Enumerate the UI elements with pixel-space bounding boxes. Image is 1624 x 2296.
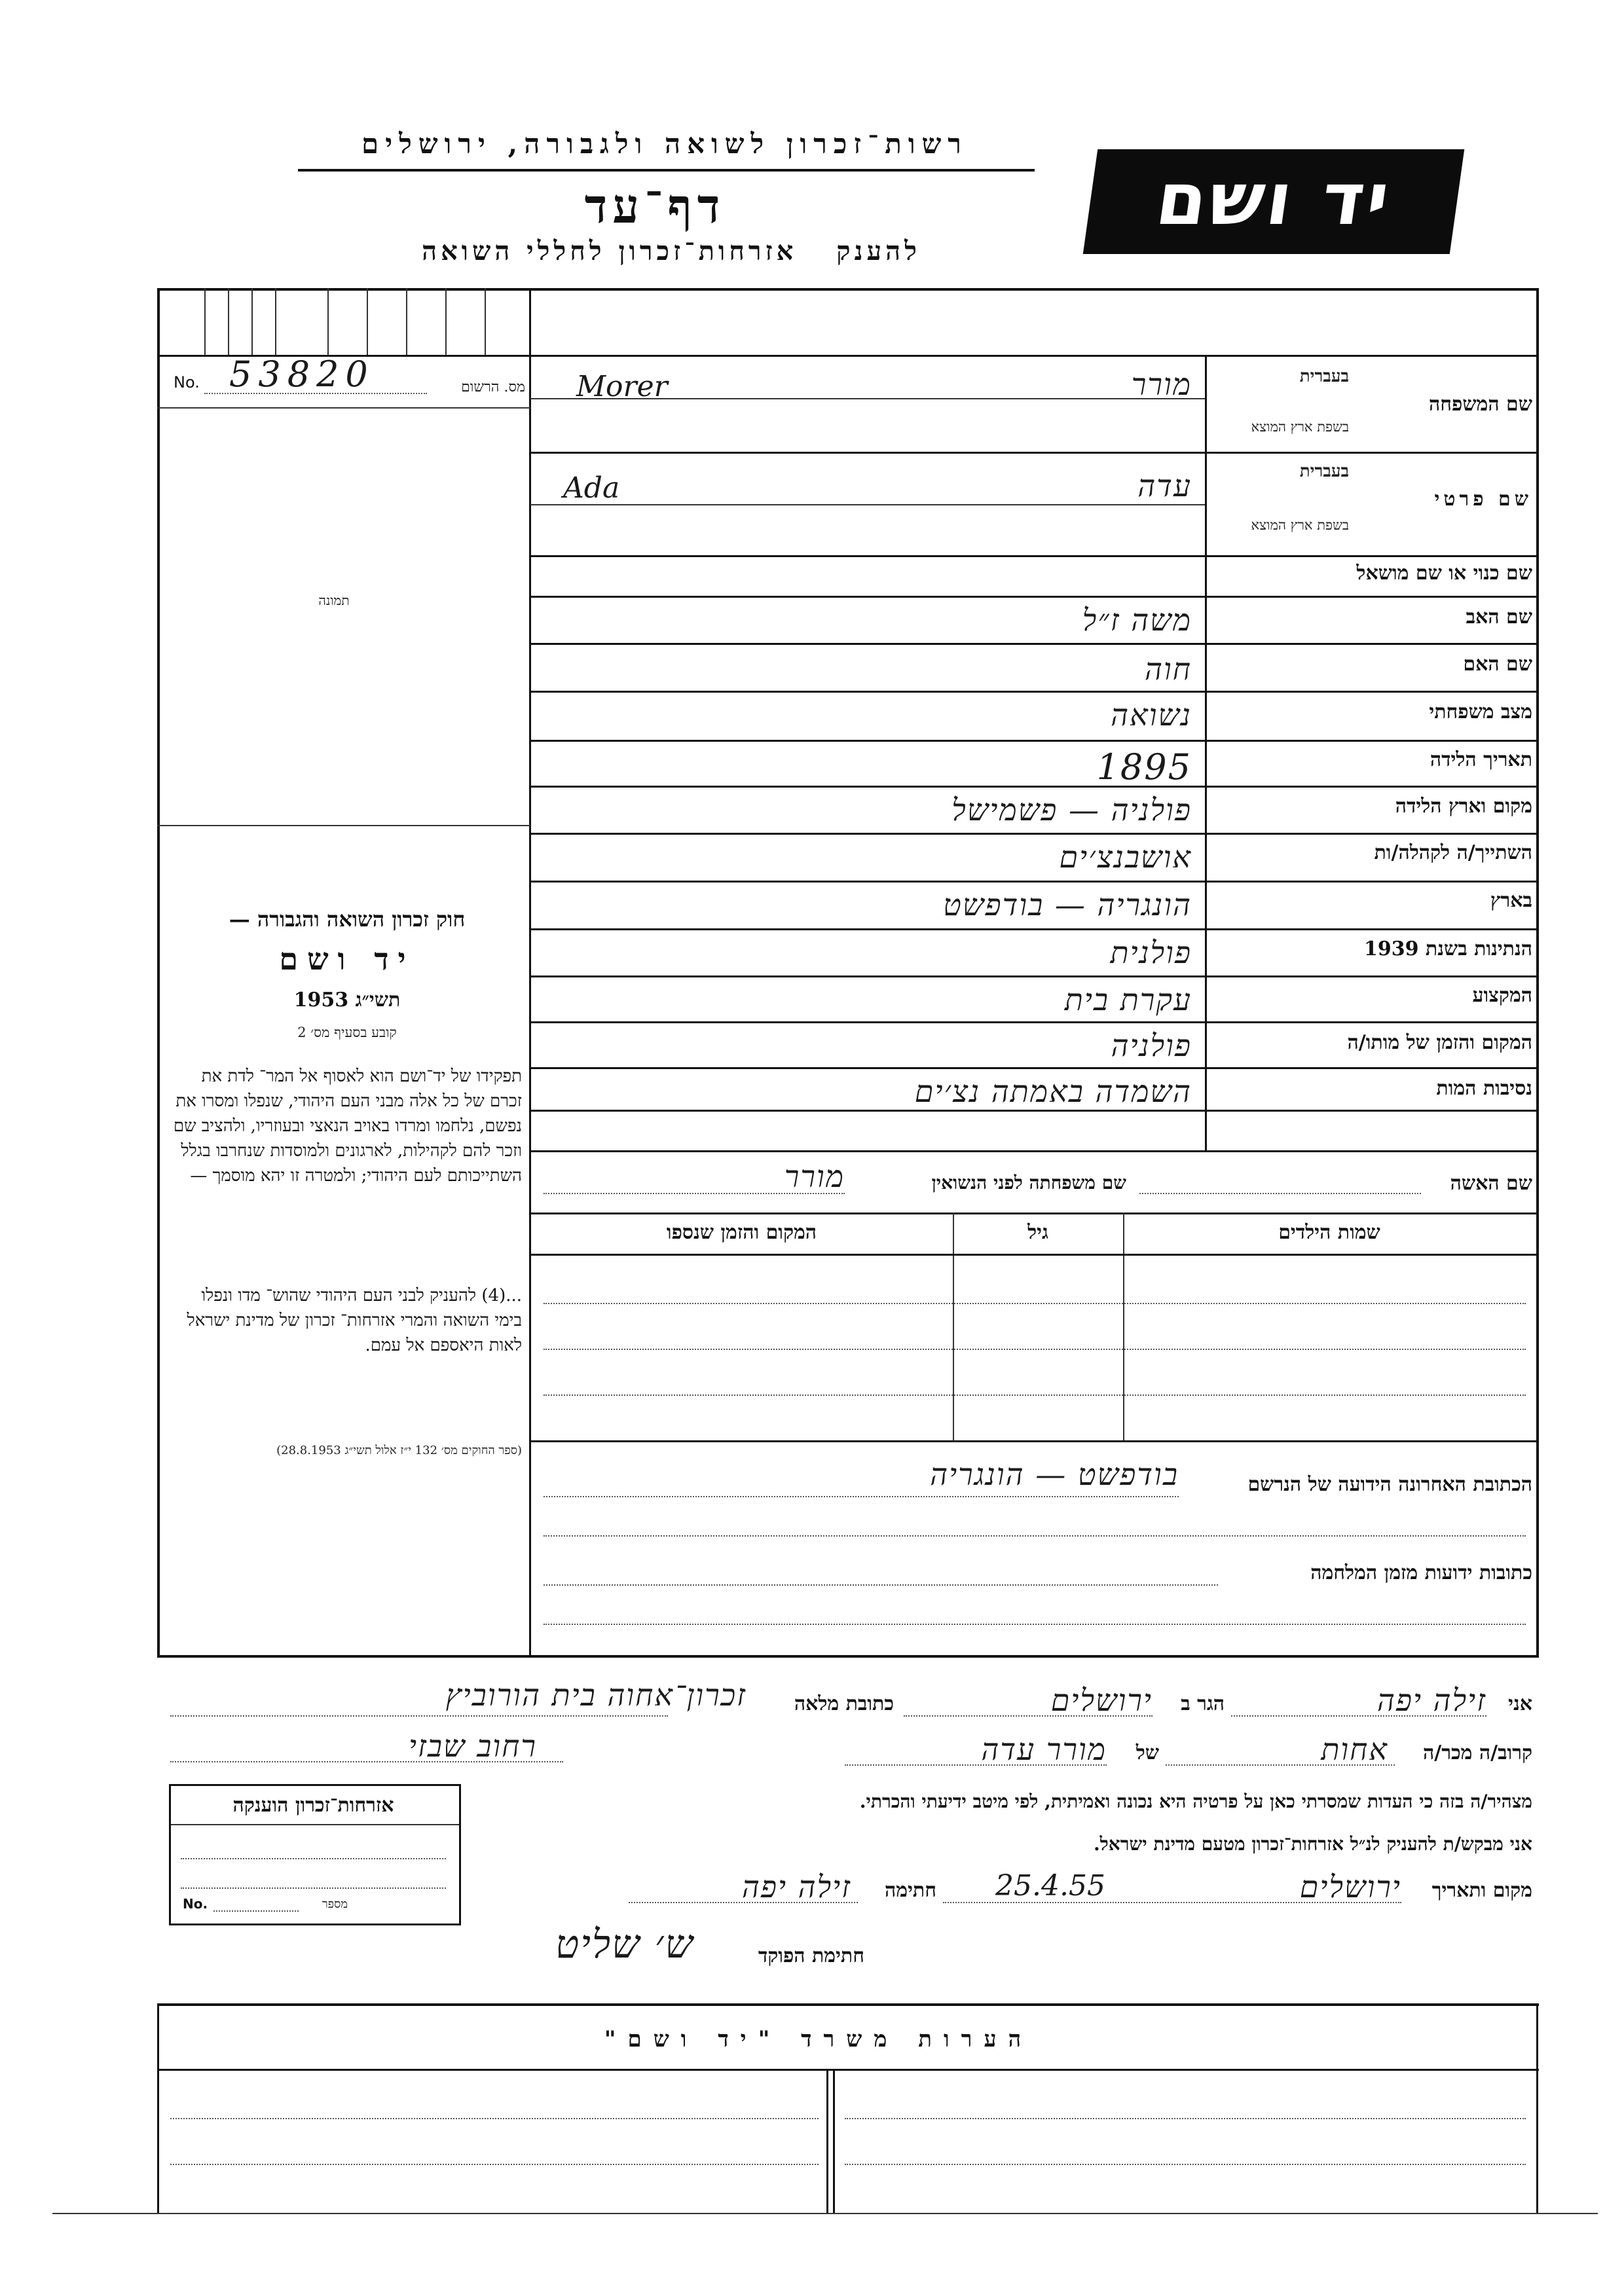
- children-row: [544, 1303, 1526, 1304]
- registration-no-label: No.: [174, 373, 200, 392]
- row-line: [530, 1021, 1538, 1023]
- last-address-label: הכתובת האחרונה הידועה של הנרשם: [1247, 1473, 1532, 1496]
- notes-center-divider: [826, 2069, 828, 2213]
- notes-row: [170, 2118, 819, 2119]
- row-line: [530, 555, 1538, 557]
- children-header-age: גיל: [1027, 1221, 1048, 1244]
- box-number-label: מספר: [322, 1897, 348, 1911]
- frame-bottom: [157, 1655, 1539, 1658]
- birth-date-label: תאריך הלידה: [1430, 748, 1532, 771]
- declarant-name: זילה יפה: [1376, 1683, 1486, 1718]
- wife-maiden-label: שם משפחתה לפני הנשואין: [931, 1172, 1126, 1194]
- death-cause-value: השמדה באמתה נצ׳ים: [914, 1074, 1192, 1109]
- frame-right: [1536, 288, 1539, 1656]
- notes-row: [845, 2118, 1526, 2119]
- last-address-value: בודפשט — הונגריה: [930, 1457, 1179, 1492]
- yad-vashem-logo: [1083, 149, 1464, 254]
- row-line: [530, 1110, 1538, 1112]
- box-no-label: No.: [183, 1896, 208, 1912]
- law-section: קובע בסעיף מס׳ 2: [297, 1025, 397, 1040]
- row-line: [530, 881, 1538, 883]
- profession-label: המקצוע: [1472, 984, 1532, 1007]
- row-line: [530, 452, 1538, 454]
- relative-label: קרוב/ה מכר/ה: [1423, 1741, 1532, 1764]
- law-name: יד ושם: [279, 941, 415, 977]
- page-bottom-line: [52, 2213, 1598, 2214]
- first-heb-line: [530, 504, 1205, 505]
- row-line: [530, 1150, 1538, 1152]
- officer-signature: ש׳ שליט: [555, 1922, 694, 1967]
- mother-label: שם האם: [1463, 653, 1532, 676]
- citizenship-label: הנתינות בשנת 1939: [1363, 938, 1532, 960]
- row-line: [530, 643, 1538, 645]
- declaration-text: מצהיר/ה בזה כי העדות שמסרתי כאן על פרטיה היא נכונה ואמיתית, לפי מיטב ידיעתי והכרתי.: [859, 1791, 1532, 1812]
- first-name-sub-heb: בעברית: [1299, 462, 1349, 481]
- declarant-i-label: אני: [1508, 1692, 1532, 1715]
- death-place-value: פולניה: [1111, 1028, 1192, 1063]
- box-no-dots: [213, 1910, 299, 1912]
- death-cause-label: נסיבות המות: [1436, 1077, 1532, 1100]
- children-bottom-line: [530, 1440, 1538, 1442]
- father-value: משה ז״ל: [1082, 602, 1192, 638]
- registration-line: [157, 407, 530, 409]
- row-line: [530, 833, 1538, 835]
- country-value: הונגריה — בודפשט: [943, 887, 1192, 922]
- notes-row: [170, 2164, 819, 2165]
- birth-place-value: פולניה — פשמישל: [951, 792, 1192, 828]
- family-name-label: שם המשפחה: [1428, 393, 1532, 416]
- marital-value: נשואה: [1111, 697, 1192, 733]
- notes-row: [845, 2164, 1526, 2165]
- request-text: אני מבקש/ת להעניק לנ״ל אזרחות־זכרון מטעם מדינת ישראל.: [1093, 1833, 1532, 1855]
- box-dots: [181, 1887, 446, 1889]
- document-subtitle: להענק אזרחות־זכרון לחללי השואה: [422, 236, 921, 266]
- grid-cell: [275, 288, 276, 355]
- photo-bottom-line: [157, 825, 530, 826]
- frame-left: [157, 288, 160, 1656]
- family-name-sub-orig: בשפת ארץ המוצא: [1251, 419, 1349, 435]
- photo-label: תמונה: [318, 592, 350, 608]
- row-line: [530, 596, 1538, 598]
- war-addresses-label: כתובות ידועות מזמן המלחמה: [1310, 1561, 1532, 1584]
- country-label: בארץ: [1490, 889, 1532, 912]
- declarant-address-dots-2: [170, 1761, 563, 1762]
- law-footnote: (ספר החוקים מס׳ 132 י״ז אלול תשי״ג 28.8.1953): [276, 1444, 522, 1457]
- registration-label: מס. הרשום: [461, 379, 525, 395]
- frame-top: [157, 288, 1539, 291]
- children-col-divider: [953, 1212, 954, 1442]
- children-header-line: [530, 1254, 1538, 1256]
- citizenship-granted-box: [169, 1784, 461, 1925]
- header-authority: רשות־זכרון לשואה ולגבורה, ירושלים: [361, 128, 968, 160]
- grid-cell: [445, 288, 447, 355]
- officer-signature-label: חתימת הפוקד: [758, 1944, 864, 1967]
- law-title: חוק זכרון השואה והגבורה —: [229, 907, 466, 932]
- family-name-heb-value: מורר: [1131, 367, 1192, 402]
- wife-row-line: [530, 1212, 1538, 1214]
- first-name-heb-value: עדה: [1137, 468, 1192, 503]
- law-text-citizenship: ...(4) להעניק לבני העם היהודי שהוש־ מדו ונפלו בימי השואה והמרי אזרחות־ זכרון של מדינת ישראל לאות היאספם אל עמם.: [187, 1286, 522, 1355]
- grid-cell: [204, 288, 206, 355]
- row-line: [530, 928, 1538, 930]
- family-name-sub-heb: בעברית: [1299, 367, 1349, 386]
- header-underline: [298, 169, 1035, 172]
- war-addresses-dots: [544, 1584, 1218, 1586]
- grid-cell: [485, 288, 486, 355]
- citizenship-granted-title: אזרחות־זכרון הוענקה: [232, 1794, 394, 1817]
- wife-label: שם האשה: [1450, 1172, 1532, 1195]
- registration-number: 53820: [229, 354, 375, 395]
- relation-value: אחות: [1321, 1732, 1388, 1767]
- relative-of-label: של: [1135, 1741, 1159, 1764]
- label-column-divider: [1205, 355, 1207, 1150]
- children-header-names: שמות הילדים: [1278, 1221, 1380, 1244]
- grid-cell: [251, 288, 253, 355]
- office-notes-title: הערות משרד "יד ושם": [604, 2026, 1033, 2052]
- declarant-signature: זילה יפה: [741, 1869, 851, 1904]
- document-title: דף־עד: [584, 178, 726, 234]
- birth-place-label: מקום וארץ הלידה: [1395, 795, 1532, 818]
- children-row: [544, 1394, 1526, 1396]
- declarant-city: ירושלים: [1050, 1683, 1153, 1718]
- declarant-address: זכרון־אחוה בית הורוביץ: [445, 1677, 747, 1713]
- first-name-label: שם פרטי: [1434, 488, 1532, 511]
- community-label: השתייך/ה לקהלה/ות: [1374, 841, 1532, 864]
- children-col-divider: [1123, 1212, 1124, 1442]
- nickname-label: שם כנוי או שם מושאל: [1356, 562, 1532, 585]
- father-label: שם האב: [1466, 606, 1532, 629]
- declarant-address-dots: [170, 1715, 668, 1717]
- notes-header-line: [157, 2069, 1539, 2071]
- grid-cell: [367, 288, 368, 355]
- children-header-place: המקום והזמן שנספו: [666, 1221, 817, 1244]
- mother-value: חוה: [1145, 651, 1192, 687]
- row-line: [530, 1067, 1538, 1069]
- logo-text: יד ושם: [1151, 157, 1397, 241]
- citizenship-value: פולנית: [1110, 935, 1192, 970]
- marital-label: מצב משפחתי: [1429, 701, 1532, 723]
- place-value: ירושלים: [1299, 1869, 1401, 1904]
- community-value: אושבנצ׳ים: [1059, 839, 1192, 875]
- box-line: [171, 1824, 459, 1825]
- family-name-latin-value: Morer: [576, 370, 668, 403]
- death-place-label: המקום והזמן של מותו/ה: [1347, 1031, 1532, 1054]
- notes-left-border: [157, 2003, 159, 2213]
- grid-cell: [228, 288, 229, 355]
- left-column-divider: [529, 288, 531, 1655]
- notes-center-divider-2: [833, 2069, 835, 2213]
- wife-dots: [1139, 1193, 1421, 1194]
- grid-cell: [327, 288, 329, 355]
- relative-of-name: מורר עדה: [981, 1732, 1107, 1767]
- birth-date-value: 1895: [1096, 746, 1192, 788]
- row-line: [530, 691, 1538, 693]
- notes-top-line: [157, 2003, 1539, 2006]
- place-date-label: מקום ותאריך: [1431, 1879, 1532, 1902]
- last-address-dots-2: [544, 1535, 1526, 1537]
- children-row: [544, 1349, 1526, 1350]
- row-line: [530, 975, 1538, 977]
- box-dots: [181, 1858, 446, 1859]
- first-name-latin-value: Ada: [563, 471, 620, 505]
- wife-maiden-value: מורר: [784, 1159, 845, 1194]
- last-address-dots: [544, 1496, 1179, 1497]
- war-addresses-dots-2: [544, 1624, 1526, 1625]
- date-value: 25.4.55: [995, 1869, 1105, 1903]
- profession-value: עקרת בית: [1064, 982, 1192, 1017]
- first-name-sub-orig: בשפת ארץ המוצא: [1251, 517, 1349, 533]
- declarant-resides-label: הגר ב: [1181, 1692, 1225, 1715]
- grid-cell: [406, 288, 407, 355]
- signature-label: חתימה: [885, 1879, 936, 1902]
- row-line: [530, 740, 1538, 742]
- law-text-purpose: תפקידו של יד־ושם הוא לאסוף אל המר־ לדת את זכרם של כל אלה מבני העם היהודי, שנפלו ומסרו את נפשם, נלחמו ומרדו באויב הנאצי ובעוזריו, ולהציב שם וזכר להם לקהילות, לארגונים ולמוסדות שנחרבו בגלל השתייכותם לעם היהודי; ולמטרה זו יהא מוסמך —: [173, 1066, 522, 1186]
- law-year: תשי״ג 1953: [293, 989, 401, 1011]
- declarant-address-label: כתובת מלאה: [794, 1692, 894, 1715]
- notes-right-border: [1536, 2003, 1538, 2213]
- declarant-address-line2: רחוב שבזי: [408, 1728, 537, 1764]
